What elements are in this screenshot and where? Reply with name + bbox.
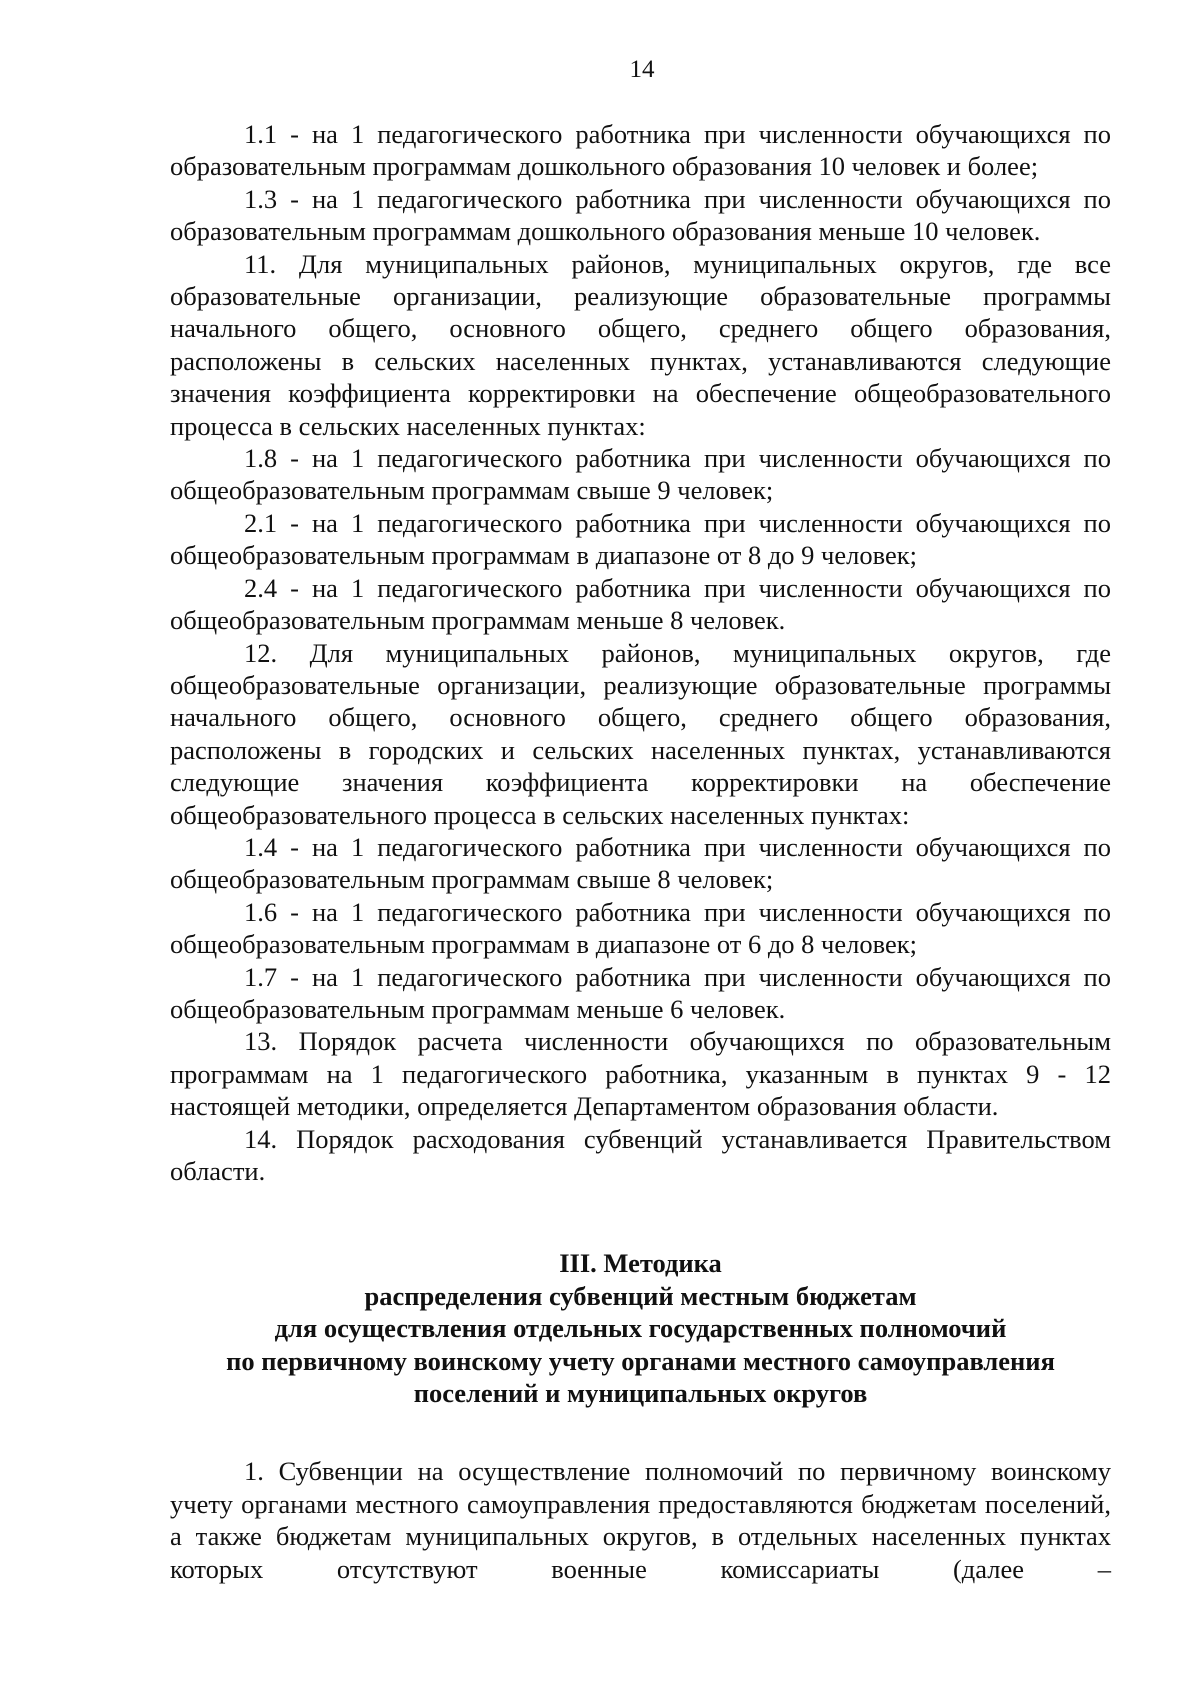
paragraph: 1.4 - на 1 педагогического работника при численности обучающихся по общеобразовательным программам свыше 8 человек; (170, 831, 1111, 895)
section-heading-line: для осуществления отдельных государственных полномочий (274, 1313, 1007, 1344)
section-heading-line: III. Методика (559, 1248, 722, 1279)
paragraph: 11. Для муниципальных районов, муниципальных округов, где все образовательные организации, реализующие образовательные программы начального общего, основного общего, среднего общего образования, расположены в сельских населенных пунктах, устанавливаются следующие значения коэффициента корректировки на обеспечение общеобразовательного процесса в сельских населенных пунктах: (170, 248, 1111, 441)
section-heading-line: по первичному воинскому учету органами местного самоуправления (226, 1345, 1055, 1376)
paragraph: 1.1 - на 1 педагогического работника при численности обучающихся по образовательным программам дошкольного образования 10 человек и более; (170, 119, 1111, 182)
section-heading (170, 1247, 1111, 1409)
paragraph: 1.3 - на 1 педагогического работника при численности обучающихся по образовательным программам дошкольного образования меньше 10 человек. (170, 183, 1111, 247)
paragraph: 1.6 - на 1 педагогического работника при численности обучающихся по общеобразовательным программам в диапазоне от 6 до 8 человек; (170, 896, 1111, 960)
paragraph: 2.4 - на 1 педагогического работника при численности обучающихся по общеобразовательным программам меньше 8 человек. (170, 572, 1111, 636)
paragraph: 14. Порядок расходования субвенций устанавливается Правительством области. (170, 1123, 1111, 1186)
document-body (170, 118, 1111, 1585)
paragraph: 2.1 - на 1 педагогического работника при численности обучающихся по общеобразовательным программам в диапазоне от 8 до 9 человек; (170, 507, 1111, 571)
paragraph: 13. Порядок расчета численности обучающихся по образовательным программам на 1 педагогического работника, указанным в пунктах 9 - 12 настоящей методики, определяется Департаментом образования области. (170, 1026, 1111, 1122)
paragraph: 12. Для муниципальных районов, муниципальных округов, где общеобразовательные организации, реализующие образовательные программы начального общего, основного общего, среднего общего образования, расположены в городских и сельских населенных пунктах, устанавливаются следующие значения коэффициента корректировки на обеспечение общеобразовательного процесса в сельских населенных пунктах: (170, 637, 1111, 830)
section-heading-line: распределения субвенций местным бюджетам (364, 1280, 917, 1311)
paragraph: 1. Субвенции на осуществление полномочий по первичному воинскому учету органами местного самоуправления предоставляются бюджетам поселений, а также бюджетам муниципальных округов, в отдельных населенных пунктах которых отсутствуют военные комиссариаты (далее – (170, 1456, 1111, 1584)
paragraph: 1.8 - на 1 педагогического работника при численности обучающихся по общеобразовательным программам свыше 9 человек; (170, 443, 1111, 506)
section-heading-line: поселений и муниципальных округов (413, 1378, 868, 1409)
paragraph: 1.7 - на 1 педагогического работника при численности обучающихся по общеобразовательным программам меньше 6 человек. (170, 961, 1111, 1024)
page-number: 14 (629, 56, 655, 83)
